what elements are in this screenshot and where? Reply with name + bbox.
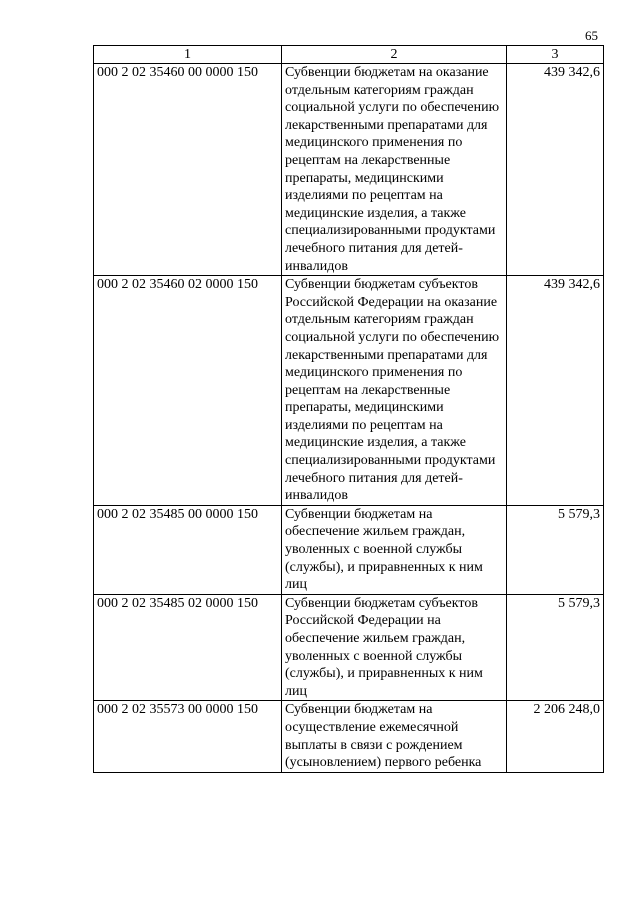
row-description: Субвенции бюджетам на оказание отдельным категориям граждан социальной услуги по обеспечению лекарственными препаратами для медицинского применения по рецептам на лекарственные препараты, медицинскими изделиями по рецептам на медицинские изделия, а также специализированными продуктами лечебного питания для детей-инвалидов bbox=[282, 64, 507, 276]
table-row bbox=[94, 276, 604, 506]
row-amount: 5 579,3 bbox=[507, 505, 604, 594]
table-header-row bbox=[94, 46, 604, 64]
column-header-description: 2 bbox=[282, 46, 507, 64]
column-header-code: 1 bbox=[94, 46, 282, 64]
row-amount: 439 342,6 bbox=[507, 64, 604, 276]
page-number: 65 bbox=[585, 28, 598, 43]
row-description: Субвенции бюджетам субъектов Российской Федерации на оказание отдельным категориям граждан социальной услуги по обеспечению лекарственными препаратами для медицинского применения по рецептам на лекарственные препараты, медицинскими изделиями по рецептам на медицинские изделия, а также специализированными продуктами лечебного питания для детей-инвалидов bbox=[282, 276, 507, 506]
row-amount: 439 342,6 bbox=[507, 276, 604, 506]
row-code: 000 2 02 35460 02 0000 150 bbox=[94, 276, 282, 506]
row-code: 000 2 02 35573 00 0000 150 bbox=[94, 701, 282, 772]
row-description: Субвенции бюджетам субъектов Российской Федерации на обеспечение жильем граждан, уволенных с военной службы (службы), и приравненных к ним лиц bbox=[282, 594, 507, 701]
row-description: Субвенции бюджетам на осуществление ежемесячной выплаты в связи с рождением (усыновлением) первого ребенка bbox=[282, 701, 507, 772]
row-description: Субвенции бюджетам на обеспечение жильем граждан, уволенных с военной службы (службы), и приравненных к ним лиц bbox=[282, 505, 507, 594]
table-row bbox=[94, 64, 604, 276]
row-code: 000 2 02 35460 00 0000 150 bbox=[94, 64, 282, 276]
row-code: 000 2 02 35485 00 0000 150 bbox=[94, 505, 282, 594]
column-header-amount: 3 bbox=[507, 46, 604, 64]
row-amount: 5 579,3 bbox=[507, 594, 604, 701]
table-row bbox=[94, 505, 604, 594]
row-amount: 2 206 248,0 bbox=[507, 701, 604, 772]
row-code: 000 2 02 35485 02 0000 150 bbox=[94, 594, 282, 701]
table-row bbox=[94, 701, 604, 772]
table-row bbox=[94, 594, 604, 701]
budget-table bbox=[93, 45, 604, 773]
